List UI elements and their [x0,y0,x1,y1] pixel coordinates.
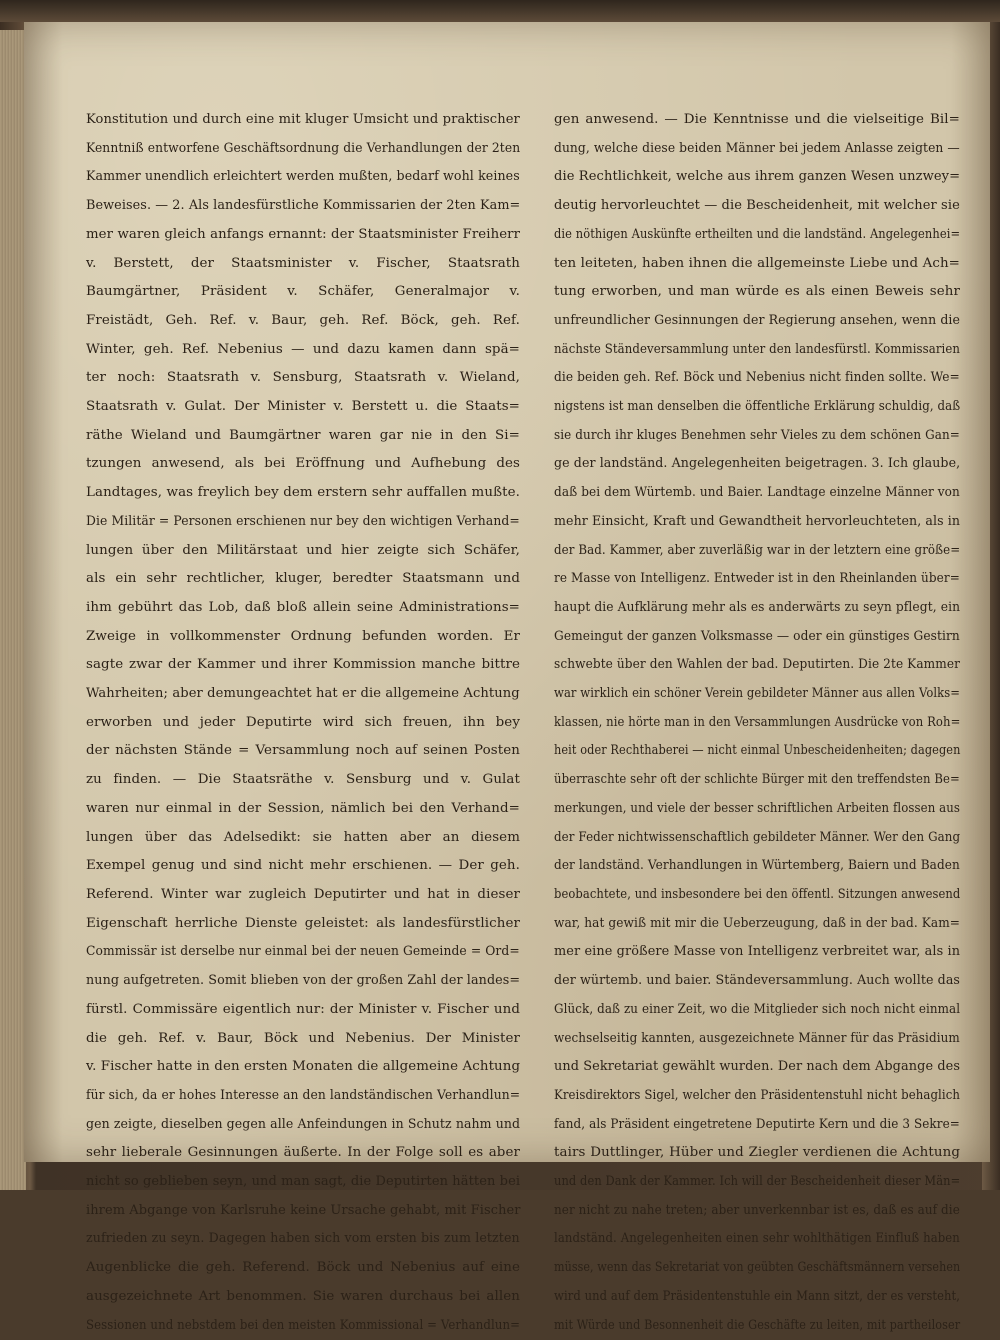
right-column-line: die beiden geh. Ref. Böck und Nebenius nicht finden sollte. We= [554,370,960,386]
left-column-line: ausgezeichnete Art benommen. Sie waren durchaus bei allen [86,1288,520,1304]
left-column-line: Staatsrath v. Gulat. Der Minister v. Berstett u. die Staats= [86,399,520,415]
right-column-line: mehr Einsicht, Kraft und Gewandtheit hervorleuchteten, als in [554,513,961,529]
right-column-line: Kreisdirektors Sigel, welcher den Präsidentenstuhl nicht behaglich [554,1087,960,1103]
left-column-line: ter noch: Staatsrath v. Sensburg, Staatsrath v. Wieland, [86,370,520,386]
left-column-line: Landtages, was freylich bey dem erstern sehr auffallen mußte. [86,485,520,501]
right-column-line: die nöthigen Auskünfte ertheilten und die landständ. Angelegenhei= [554,226,961,242]
left-column-line: waren nur einmal in der Session, nämlich bei den Verhand= [86,800,520,816]
right-column-line: beobachtete, und insbesondere bei den öffentl. Sitzungen anwesend [554,886,961,902]
right-column-line: ten leiteten, haben ihnen die allgemeinste Liebe und Ach= [554,255,960,271]
left-column-line: für sich, da er hohes Interesse an den landständischen Verhandlun= [86,1087,521,1103]
left-column-line: Commissär ist derselbe nur einmal bei der neuen Gemeinde = Ord= [86,944,520,960]
left-column-line: Augenblicke die geh. Referend. Böck und Nebenius auf eine [86,1260,520,1276]
right-column-line: sie durch ihr kluges Benehmen sehr Vieles zu dem schönen Gan= [554,427,960,443]
stacked-page-edges [0,30,26,1190]
left-column-line: fürstl. Commissäre eigentlich nur: der Minister v. Fischer und [86,1001,520,1017]
left-column-line: Eigenschaft herrliche Dienste geleistet: als landesfürstlicher [86,915,520,931]
left-column-line: Kammer unendlich erleichtert werden mußten, bedarf wohl keines [86,169,520,185]
right-column-line: Glück, daß zu einer Zeit, wo die Mitglieder sich noch nicht einmal [554,1001,961,1017]
left-column-line: Referend. Winter war zugleich Deputirter und hat in dieser [86,886,520,902]
right-column-line: dung, welche diese beiden Männer bei jedem Anlasse zeigten — [554,140,960,156]
right-column-line: war, hat gewiß mit mir die Ueberzeugung, daß in der bad. Kam= [554,915,961,931]
right-column-line: tung erworben, und man würde es als einen Beweis sehr [554,284,960,300]
right-column-line: müsse, wenn das Sekretariat von geübten Geschäftsmännern versehen [554,1260,961,1276]
left-column-line: sehr lieberale Gesinnungen äußerte. In der Folge soll es aber [86,1145,520,1161]
right-column-line: gen anwesend. — Die Kenntnisse und die vielseitige Bil= [554,112,960,127]
right-column-line: mit Würde und Besonnenheit die Geschäfte zu leiten, mit partheiloser [554,1317,961,1333]
right-column-line: der würtemb. und baier. Ständeversammlung. Auch wollte das [554,973,961,989]
left-column-line: die geh. Ref. v. Baur, Böck und Nebenius. Der Minister [86,1030,520,1046]
left-column-line: sagte zwar der Kammer und ihrer Kommission manche bittre [86,657,520,673]
right-column-line: die Rechtlichkeit, welche aus ihrem ganzen Wesen unzwey= [554,169,961,185]
right-column-line: haupt die Aufklärung mehr als es anderwärts zu seyn pflegt, ein [554,599,961,615]
left-column-line: der nächsten Stände = Versammlung noch auf seinen Posten [86,743,520,759]
left-column-line: ihrem Abgange von Karlsruhe keine Ursache gehabt, mit Fischer [86,1202,521,1218]
right-text-column [554,106,961,1333]
left-column-line: erworben und jeder Deputirte wird sich freuen, ihn bey [86,714,520,730]
left-column-line: mer waren gleich anfangs ernannt: der Staatsminister Freiherr [86,226,521,242]
right-column-line: nigstens ist man denselben die öffentliche Erklärung schuldig, daß [554,399,961,415]
right-column-line: heit oder Rechthaberei — nicht einmal Unbescheidenheiten; dagegen [554,743,961,759]
right-column-line: fand, als Präsident eingetretene Deputirte Kern und die 3 Sekre= [554,1116,960,1132]
right-column-line: Gemeingut der ganzen Volksmasse — oder ein günstiges Gestirn [554,628,960,644]
right-column-line: überraschte sehr oft der schlichte Bürger mit den treffendsten Be= [554,772,960,788]
left-column-line: Beweises. — 2. Als landesfürstliche Kommissarien der 2ten Kam= [86,198,521,214]
right-column-line: ge der landständ. Angelegenheiten beigetragen. 3. Ich glaube, [554,456,961,472]
right-column-line: der Feder nichtwissenschaftlich gebildeter Männer. Wer den Gang [554,829,961,845]
right-column-line: war wirklich ein schöner Verein gebildeter Männer aus allen Volks= [554,686,961,702]
left-column-line: ihm gebührt das Lob, daß bloß allein seine Administrations= [86,599,520,615]
left-column-line: Exempel genug und sind nicht mehr erschienen. — Der geh. [86,858,520,874]
left-column-line: Kenntniß entworfene Geschäftsordnung die Verhandlungen der 2ten [86,140,521,156]
left-column-line: zu finden. — Die Staatsräthe v. Sensburg und v. Gulat [86,772,520,788]
scan-top-border [0,0,1000,22]
right-column-line: der Bad. Kammer, aber zuverläßig war in der letztern eine größe= [554,542,961,558]
right-column-line: ner nicht zu nahe treten; aber unverkennbar ist es, daß es auf die [554,1202,960,1218]
right-column-line: der landständ. Verhandlungen in Würtemberg, Baiern und Baden [554,858,960,874]
left-column-line: Winter, geh. Ref. Nebenius — und dazu kamen dann spä= [86,341,520,357]
left-column-line: zufrieden zu seyn. Dagegen haben sich vom ersten bis zum letzten [86,1231,520,1247]
left-column-line: v. Berstett, der Staatsminister v. Fischer, Staatsrath [86,255,520,271]
left-column-line: Baumgärtner, Präsident v. Schäfer, Generalmajor v. [86,284,520,300]
left-column-line: gen zeigte, dieselben gegen alle Anfeindungen in Schutz nahm und [86,1116,521,1132]
right-column-line: wechselseitig kannten, ausgezeichnete Männer für das Präsidium [554,1030,960,1046]
left-column-line: Die Militär = Personen erschienen nur bey den wichtigen Verhand= [86,513,520,529]
right-column-line: unfreundlicher Gesinnungen der Regierung ansehen, wenn die [554,312,961,328]
left-column-line: nung aufgetreten. Somit blieben von der großen Zahl der landes= [86,973,521,989]
left-column-line: v. Fischer hatte in den ersten Monaten die allgemeine Achtung [86,1059,521,1075]
right-column-line: und den Dank der Kammer. Ich will der Bescheidenheit dieser Män= [554,1174,961,1190]
left-column-line: Freistädt, Geh. Ref. v. Baur, geh. Ref. Böck, geh. Ref. [86,312,520,328]
left-column-line: tzungen anwesend, als bei Eröffnung und Aufhebung des [86,456,520,472]
right-column-line: re Masse von Intelligenz. Entweder ist in den Rheinlanden über= [554,571,960,587]
right-column-line: merkungen, und viele der besser schriftlichen Arbeiten flossen aus [554,800,961,816]
left-column-line: räthe Wieland und Baumgärtner waren gar nie in den Si= [86,427,520,443]
left-column-line: Konstitution und durch eine mit kluger Umsicht und praktischer [86,112,520,127]
left-column-line: Wahrheiten; aber demungeachtet hat er die allgemeine Achtung [86,686,520,702]
left-column-line: Zweige in vollkommenster Ordnung befunden worden. Er [86,628,520,644]
right-column-line: klassen, nie hörte man in den Versammlungen Ausdrücke von Roh= [554,714,961,730]
right-column-line: nächste Ständeversammlung unter den landesfürstl. Kommissarien [554,341,960,357]
left-column-line: nicht so geblieben seyn, und man sagt, die Deputirten hätten bei [86,1174,521,1190]
right-column-line: deutig hervorleuchtet — die Bescheidenheit, mit welcher sie [554,198,960,214]
left-text-column [86,106,521,1333]
right-column-line: tairs Duttlinger, Hüber und Ziegler verdienen die Achtung [554,1145,960,1161]
left-column-line: lungen über den Militärstaat und hier zeigte sich Schäfer, [86,542,520,558]
right-column-line: und Sekretariat gewählt wurden. Der nach dem Abgange des [554,1059,961,1075]
left-column-line: als ein sehr rechtlicher, kluger, beredter Staatsmann und [86,571,520,587]
right-column-line: daß bei dem Würtemb. und Baier. Landtage einzelne Männer von [554,485,960,501]
right-column-line: schwebte über den Wahlen der bad. Deputirten. Die 2te Kammer [554,657,961,673]
right-column-line: landständ. Angelegenheiten einen sehr wohlthätigen Einfluß haben [554,1231,960,1247]
right-column-line: mer eine größere Masse von Intelligenz verbreitet war, als in [554,944,961,960]
right-column-line: wird und auf dem Präsidentenstuhle ein Mann sitzt, der es versteht, [554,1288,961,1304]
left-column-line: Sessionen und nebstdem bei den meisten Kommissional = Verhandlun= [86,1317,520,1333]
left-column-line: lungen über das Adelsedikt: sie hatten aber an diesem [86,829,520,845]
